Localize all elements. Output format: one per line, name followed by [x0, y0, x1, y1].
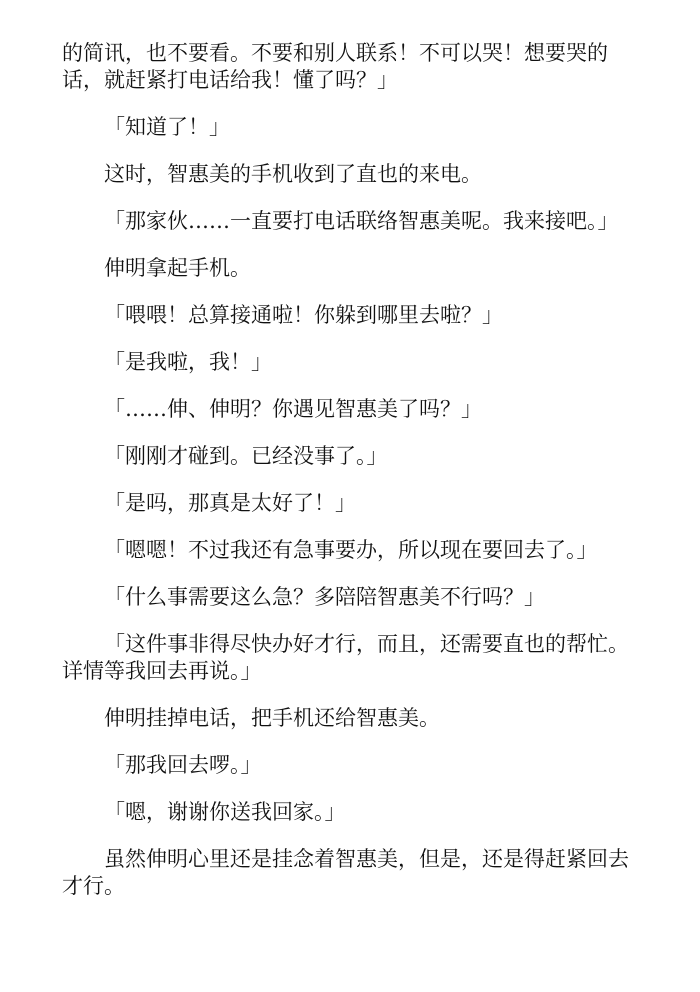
- paragraph: 虽然伸明心里还是挂念着智惠美，但是，还是得赶紧回去才行。: [62, 847, 629, 898]
- paragraph: 伸明挂掉电话，把手机还给智惠美。: [104, 706, 440, 730]
- paragraph: 「那我回去啰。」: [104, 753, 262, 777]
- paragraph: 这时，智惠美的手机收到了直也的来电。: [104, 162, 482, 186]
- paragraph: 「喂喂！总算接通啦！你躲到哪里去啦？」: [104, 303, 503, 327]
- paragraph: 「知道了！」: [104, 115, 230, 139]
- paragraph: 「……伸、伸明？你遇见智惠美了吗？」: [104, 397, 482, 421]
- paragraph: 「是吗，那真是太好了！」: [104, 491, 356, 515]
- paragraph: 「那家伙……一直要打电话联络智惠美呢。我来接吧。」: [104, 209, 619, 233]
- document-body: [62, 40, 642, 920]
- paragraph: 的简讯，也不要看。不要和别人联系！不可以哭！想要哭的话，就赶紧打电话给我！懂了吗？」: [62, 41, 608, 92]
- paragraph: 「嗯嗯！不过我还有急事要办，所以现在要回去了。」: [104, 538, 598, 562]
- paragraph: 「刚刚才碰到。已经没事了。」: [104, 444, 388, 468]
- paragraph: 伸明拿起手机。: [104, 256, 251, 280]
- paragraph: 「这件事非得尽快办好才行，而且，还需要直也的帮忙。详情等我回去再说。」: [62, 632, 629, 683]
- paragraph: 「是我啦，我！」: [104, 350, 272, 374]
- paragraph: 「嗯，谢谢你送我回家。」: [104, 800, 346, 824]
- paragraph: 「什么事需要这么急？多陪陪智惠美不行吗？」: [104, 585, 545, 609]
